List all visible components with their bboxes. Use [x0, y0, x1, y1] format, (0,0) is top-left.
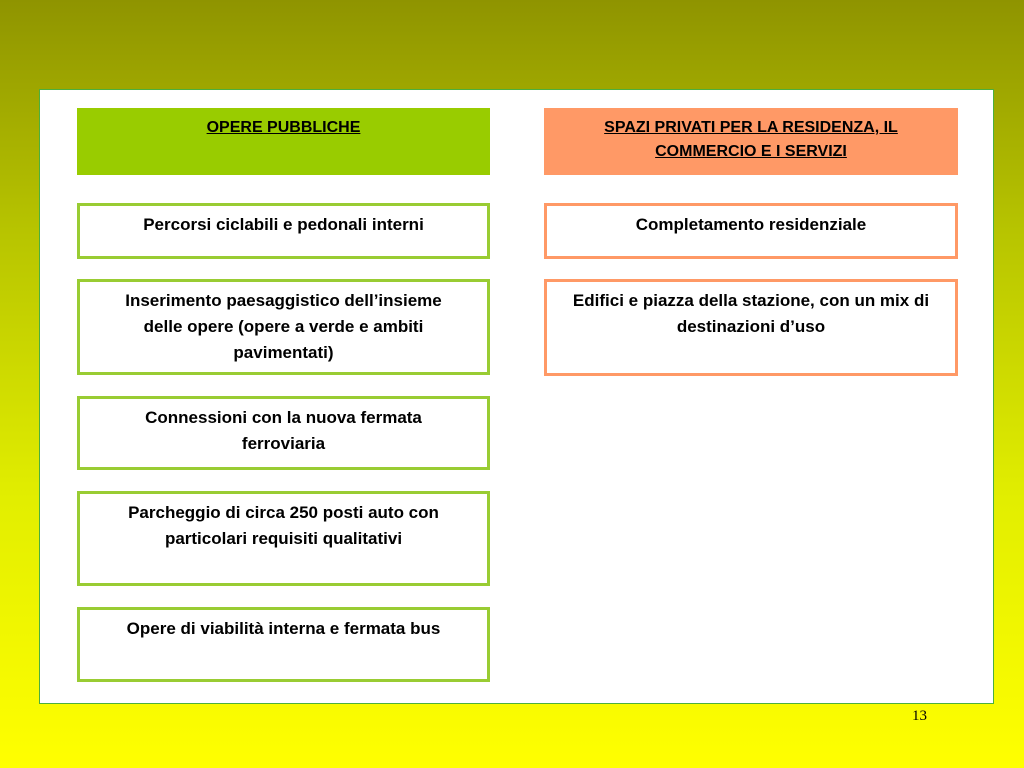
item-edifici-piazza: Edifici e piazza della stazione, con un mix di destinazioni d’uso [544, 279, 958, 376]
header-spazi-privati: SPAZI PRIVATI PER LA RESIDENZA, IL COMMERCIO E I SERVIZI [544, 108, 958, 175]
item-percorsi-ciclabili: Percorsi ciclabili e pedonali interni [77, 203, 490, 259]
item-connessioni-fermata: Connessioni con la nuova fermata ferroviaria [77, 396, 490, 470]
page-number: 13 [912, 708, 927, 724]
item-completamento-residenziale: Completamento residenziale [544, 203, 958, 259]
item-parcheggio: Parcheggio di circa 250 posti auto con particolari requisiti qualitativi [77, 491, 490, 586]
item-opere-viabilita: Opere di viabilità interna e fermata bus [77, 607, 490, 682]
header-opere-pubbliche: OPERE PUBBLICHE [77, 108, 490, 175]
item-inserimento-paesaggistico: Inserimento paesaggistico dell’insieme delle opere (opere a verde e ambiti pavimentati) [77, 279, 490, 375]
